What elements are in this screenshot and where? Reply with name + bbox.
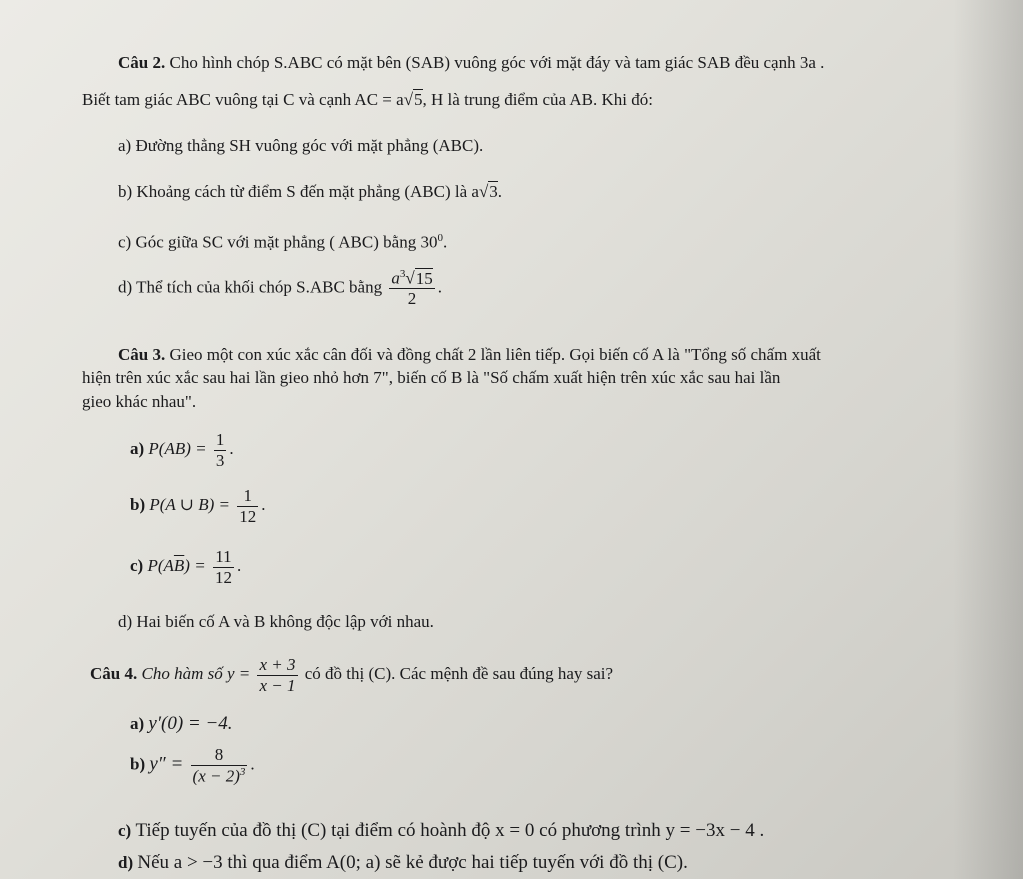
q3-c-fraction [213,547,234,587]
q3-c: c) $P(A\overline{B})$ = $\frac{11}{12}$ . [130,547,242,587]
q2-line2 [82,90,653,110]
q3-a-fraction [214,430,227,470]
q2-d [118,268,442,309]
q2-d-den: 2 [407,289,417,309]
q2-d-text: d) Thể tích của khối chóp S.ABC bằng [118,277,383,297]
q4-intro-fraction [257,655,297,695]
q2-line2-end: , H là trung điểm của AB. Khi đó: [422,90,653,109]
q3-c-den: 12 [214,567,232,587]
q4-intro-num: x + 3 [259,655,296,674]
q4-b-fraction [191,745,248,786]
q2-text-1: Cho hình chóp S.ABC có mặt bên (SAB) vuông góc với mặt đáy và tam giác SAB đều cạnh 3a . [169,53,825,72]
q4-b-num: 8 [191,745,248,766]
q2-c-text: c) Góc giữa SC với mặt phẳng ( ABC) bằng 30 [118,232,438,252]
q3-c-expr-a: P(A [147,555,174,575]
q3-a-expr: P(AB) = [148,438,207,458]
photo-shadow [953,0,1023,879]
q2-line1 [118,53,824,73]
q2-d-num-a: a [391,268,400,288]
q3-c-num: 11 [213,547,234,568]
q4-d [118,852,688,874]
q4-b [130,745,255,786]
q2-d-num-sup: 3 [399,268,406,280]
q2-b-text: b) Khoảng cách từ điểm S đến mặt phẳng (ABC) là a [118,182,479,201]
q3-a-num: 1 [215,430,225,449]
q2-d-end: . [437,277,442,297]
q2-line2-text: Biết tam giác ABC vuông tại C và cạnh AC = a [82,90,404,109]
q4-a [130,713,233,735]
q2-c-end: . [442,232,448,252]
q3-c-expr-b: ) = [184,555,206,575]
q4-c [118,820,764,842]
sqrt-symbol: √ [403,90,414,109]
q4-label: Câu 4. [90,663,138,683]
q2-a: a) Đường thẳng SH vuông góc với mặt phẳng (ABC). [118,136,484,155]
q3-line2: hiện trên xúc xắc sau hai lần gieo nhỏ hơn 7", biến cố B là "Số chấm xuất hiện trên xúc xắc sau hai lần [82,368,781,387]
q3-a-label: a) [130,438,145,458]
q4-b-end: . [250,754,255,774]
q3-d [118,612,434,632]
q4-b-expr: y″ = [149,753,184,775]
q2-label: Câu 2. [118,53,166,72]
q2-b [118,182,502,202]
q3-line3: gieo khác nhau". [82,392,197,411]
q4-a-label: a) [130,714,145,733]
q3-b-fraction [237,486,258,526]
q2-c-degree: 0 [437,232,443,244]
sqrt-symbol: √ [478,182,489,201]
q3-label: Câu 3. [118,345,166,364]
q4-d-text: Nếu a > −3 thì qua điểm A(0; a) sẽ kẻ được hai tiếp tuyến với đồ thị (C). [137,852,688,873]
q2-line2-sqrt: 5 [414,90,423,109]
q3-b-label: b) [130,494,146,514]
q2-c [118,232,447,253]
q3-b-num: 1 [237,486,258,507]
q2-d-num-sqrt: 15 [415,268,433,288]
q3-b-den: 12 [239,506,257,526]
q2-d-fraction [389,268,434,309]
q4-intro-a: Cho hàm số y = [141,663,251,683]
q3-a: a) P(AB) = $\frac{1}{3}$ . [130,430,234,470]
q4-b-den: (x − 2) [192,766,240,786]
q3-line1 [118,345,821,365]
q2-b-sqrt: 3 [489,182,498,201]
q4-c-text: Tiếp tuyến của đồ thị (C) tại điểm có hoành độ x = 0 có phương trình y = −3x − 4 . [135,820,765,841]
q3-a-den: 3 [215,450,225,470]
q2-b-end: . [497,182,503,201]
q3-d-text: d) Hai biến cố A và B không độc lập với nhau. [118,612,434,631]
q3-c-label: c) [130,555,144,575]
q4-intro-b: có đồ thị (C). Các mệnh đề sau đúng hay sai? [304,663,614,683]
q4-a-expr: y′(0) = −4. [148,713,233,734]
q3-c-expr-bar: $\overline{B}$ [173,555,185,575]
q3-b: b) P(A ∪ B) = $\frac{1}{12}$ . [130,486,266,526]
q3-b-expr: P(A ∪ B) = [149,494,231,514]
q4-intro [90,655,613,695]
q4-b-label: b) [130,754,146,774]
sqrt-symbol: √ [405,268,415,288]
q3-text-1: Gieo một con xúc xắc cân đối và đồng chất 2 lần liên tiếp. Gọi biến cố A là "Tổng số chấm xuất [169,345,821,364]
q4-intro-den: x − 1 [259,675,296,695]
q4-b-den-sup: 3 [239,765,246,778]
q4-d-label: d) [118,853,134,872]
q4-c-label: c) [118,821,132,840]
